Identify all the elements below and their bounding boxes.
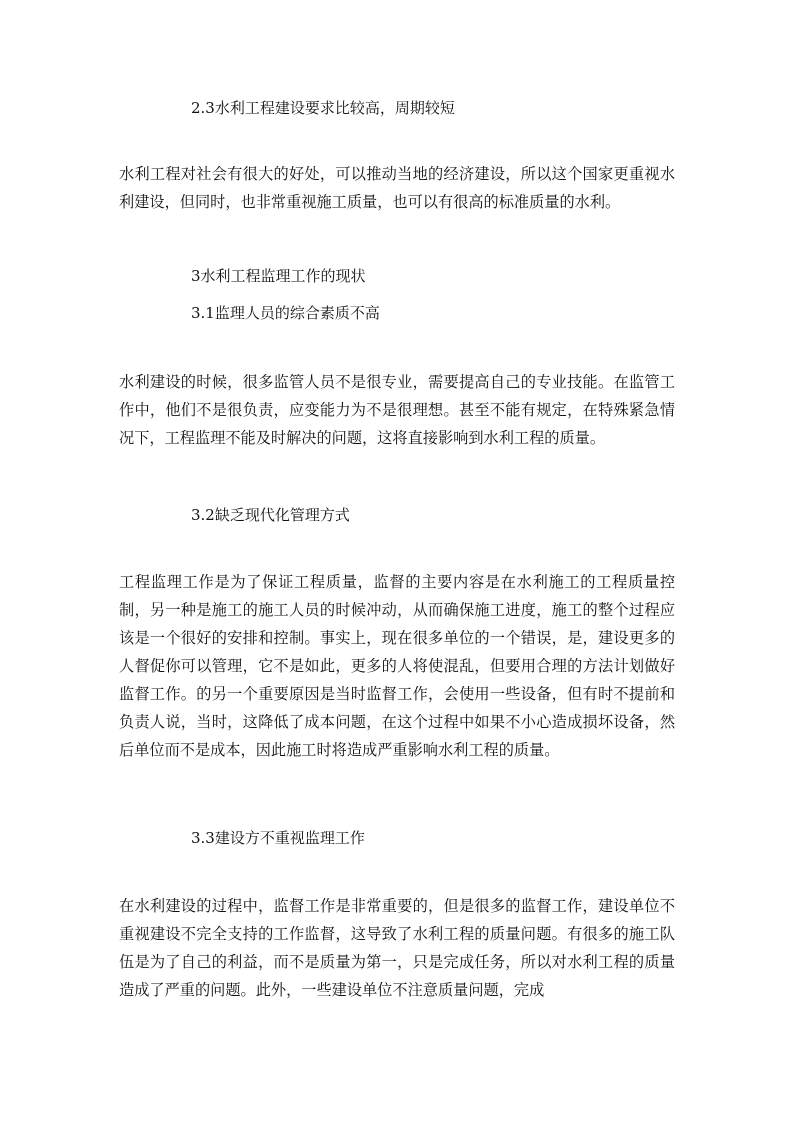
- section-heading-3-2: 3.2缺乏现代化管理方式: [191, 506, 350, 524]
- section-heading-2-3: 2.3水利工程建设要求比较高，周期较短: [191, 99, 455, 117]
- body-paragraph: 水利工程对社会有很大的好处，可以推动当地的经济建设，所以这个国家更重视水利建设，但同时，也非常重视施工质量，也可以有很高的标准质量的水利。: [119, 165, 675, 211]
- body-paragraph: 工程监理工作是为了保证工程质量，监督的主要内容是在水利施工的工程质量控制，另一种是施工的施工人员的时候冲动，从而确保施工进度，施工的整个过程应该是一个很好的安排和控制。事实上，现在很多单位的一个错误，是，建设更多的人督促你可以管理，它不是如此，更多的人将使混乱，但要用合理的方法计划做好监督工作。的另一个重要原因是当时监督工作，会使用一些设备，但有时不提前和负责人说，当时，这降低了成本问题，在这个过程中如果不小心造成损坏设备，然后单位而不是成本，因此施工时将造成严重影响水利工程的质量。: [119, 573, 675, 759]
- body-paragraph: 在水利建设的过程中，监督工作是非常重要的，但是很多的监督工作，建设单位不重视建设不完全支持的工作监督，这导致了水利工程的质量问题。有很多的施工队伍是为了自己的利益，而不是质量为第一，只是完成任务，所以对水利工程的质量造成了严重的问题。此外，一些建设单位不注意质量问题，完成: [119, 897, 675, 999]
- section-heading-3: 3水利工程监理工作的现状: [191, 267, 366, 285]
- body-paragraph: 水利建设的时候，很多监管人员不是很专业，需要提高自己的专业技能。在监管工作中，他们不是很负责，应变能力为不是很理想。甚至不能有规定，在特殊紧急情况下，工程监理不能及时解决的问题，这将直接影响到水利工程的质量。: [119, 373, 675, 447]
- section-heading-3-3: 3.3建设方不重视监理工作: [191, 829, 365, 847]
- section-heading-3-1: 3.1监理人员的综合素质不高: [191, 304, 380, 322]
